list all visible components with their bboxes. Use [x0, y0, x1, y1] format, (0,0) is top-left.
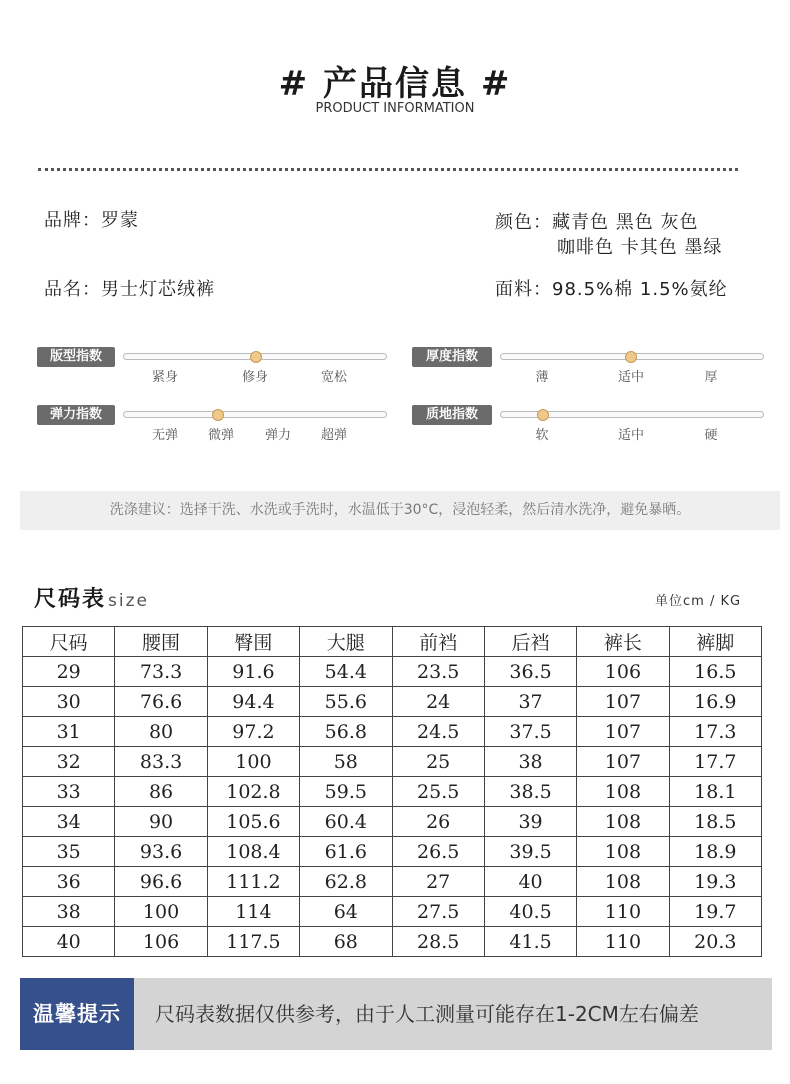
table-cell: 37.5 — [484, 717, 576, 747]
table-cell: 106 — [577, 657, 669, 687]
color-info-line1: 颜色：藏青色 黑色 灰色 — [495, 212, 699, 233]
table-cell: 25 — [392, 747, 484, 777]
table-header-row — [23, 627, 762, 657]
table-cell: 17.3 — [669, 717, 761, 747]
table-cell: 18.1 — [669, 777, 761, 807]
gauge-texture-option: 硬 — [704, 428, 718, 443]
gauge-elasticity-option: 微弹 — [207, 428, 235, 443]
tip-text: 尺码表数据仅供参考，由于人工测量可能存在1-2CM左右偏差 — [155, 1002, 699, 1026]
gauge-elasticity-track — [123, 411, 387, 418]
table-cell: 35 — [23, 837, 115, 867]
header-cell: 前裆 — [392, 627, 484, 657]
table-cell: 55.6 — [300, 687, 392, 717]
table-cell: 38 — [484, 747, 576, 777]
gauge-fit-option: 紧身 — [151, 370, 179, 385]
size-table — [22, 626, 762, 957]
gauge-texture-option: 适中 — [617, 428, 645, 443]
size-chart-title — [34, 582, 149, 613]
table-cell: 26.5 — [392, 837, 484, 867]
gauge-fit-label: 版型指数 — [37, 347, 115, 367]
table-cell: 107 — [577, 747, 669, 777]
table-cell: 31 — [23, 717, 115, 747]
table-cell: 24 — [392, 687, 484, 717]
table-row — [23, 717, 762, 747]
table-cell: 40.5 — [484, 897, 576, 927]
table-cell: 56.8 — [300, 717, 392, 747]
table-row — [23, 687, 762, 717]
table-cell: 96.6 — [115, 867, 207, 897]
table-cell: 36.5 — [484, 657, 576, 687]
gauge-texture-label: 质地指数 — [412, 405, 492, 425]
table-cell: 16.5 — [669, 657, 761, 687]
table-row — [23, 867, 762, 897]
table-cell: 18.9 — [669, 837, 761, 867]
table-cell: 27.5 — [392, 897, 484, 927]
fabric-info: 面料：98.5%棉 1.5%氨纶 — [495, 279, 728, 300]
gauge-elasticity-label: 弹力指数 — [37, 405, 115, 425]
page-title: # 产品信息 # — [278, 64, 512, 104]
table-cell: 23.5 — [392, 657, 484, 687]
table-cell: 100 — [207, 747, 299, 777]
table-cell: 105.6 — [207, 807, 299, 837]
table-cell: 107 — [577, 687, 669, 717]
table-cell: 58 — [300, 747, 392, 777]
table-cell: 86 — [115, 777, 207, 807]
table-cell: 38 — [23, 897, 115, 927]
table-cell: 91.6 — [207, 657, 299, 687]
table-cell: 32 — [23, 747, 115, 777]
table-cell: 36 — [23, 867, 115, 897]
table-cell: 38.5 — [484, 777, 576, 807]
header-cell: 后裆 — [484, 627, 576, 657]
gauge-thickness-option: 适中 — [617, 370, 645, 385]
gauge-texture-option: 软 — [535, 428, 549, 443]
table-cell: 80 — [115, 717, 207, 747]
table-cell: 25.5 — [392, 777, 484, 807]
table-cell: 61.6 — [300, 837, 392, 867]
wash-advice: 洗涤建议：选择干洗、水洗或手洗时，水温低于30°C，浸泡轻柔，然后清水洗净，避免暴晒。 — [20, 491, 780, 530]
table-cell: 108 — [577, 837, 669, 867]
table-cell: 94.4 — [207, 687, 299, 717]
table-cell: 16.9 — [669, 687, 761, 717]
table-cell: 90 — [115, 807, 207, 837]
table-cell: 39.5 — [484, 837, 576, 867]
table-cell: 19.7 — [669, 897, 761, 927]
table-cell: 100 — [115, 897, 207, 927]
page-subtitle: PRODUCT INFORMATION — [315, 101, 475, 116]
table-cell: 34 — [23, 807, 115, 837]
table-cell: 83.3 — [115, 747, 207, 777]
table-row — [23, 837, 762, 867]
table-cell: 97.2 — [207, 717, 299, 747]
table-cell: 110 — [577, 897, 669, 927]
table-cell: 17.7 — [669, 747, 761, 777]
dotted-divider — [38, 168, 738, 171]
table-cell: 108.4 — [207, 837, 299, 867]
gauge-thickness-knob — [625, 351, 637, 363]
table-cell: 106 — [115, 927, 207, 957]
header-cell: 尺码 — [23, 627, 115, 657]
size-chart-title-suffix: size — [108, 591, 149, 611]
table-cell: 108 — [577, 777, 669, 807]
table-cell: 64 — [300, 897, 392, 927]
gauge-thickness-label: 厚度指数 — [412, 347, 492, 367]
table-cell: 107 — [577, 717, 669, 747]
gauge-fit-option: 修身 — [241, 370, 269, 385]
table-cell: 110 — [577, 927, 669, 957]
table-cell: 76.6 — [115, 687, 207, 717]
table-cell: 20.3 — [669, 927, 761, 957]
header-cell: 大腿 — [300, 627, 392, 657]
table-row — [23, 657, 762, 687]
table-row — [23, 927, 762, 957]
table-cell: 73.3 — [115, 657, 207, 687]
tip-label: 温馨提示 — [20, 978, 134, 1050]
table-cell: 26 — [392, 807, 484, 837]
table-cell: 108 — [577, 807, 669, 837]
gauge-thickness-option: 厚 — [704, 370, 718, 385]
table-cell: 40 — [484, 867, 576, 897]
table-cell: 111.2 — [207, 867, 299, 897]
table-cell: 19.3 — [669, 867, 761, 897]
header-cell: 裤脚 — [669, 627, 761, 657]
table-cell: 18.5 — [669, 807, 761, 837]
table-cell: 40 — [23, 927, 115, 957]
table-row — [23, 807, 762, 837]
table-cell: 60.4 — [300, 807, 392, 837]
gauge-fit-knob — [250, 351, 262, 363]
table-cell: 28.5 — [392, 927, 484, 957]
table-cell: 39 — [484, 807, 576, 837]
gauge-elasticity-option: 超弹 — [320, 428, 348, 443]
table-cell: 62.8 — [300, 867, 392, 897]
table-cell: 68 — [300, 927, 392, 957]
gauge-elasticity-option: 弹力 — [264, 428, 292, 443]
table-cell: 24.5 — [392, 717, 484, 747]
product-name-info: 品名：男士灯芯绒裤 — [44, 279, 215, 300]
gauge-elasticity-knob — [212, 409, 224, 421]
table-cell: 30 — [23, 687, 115, 717]
table-cell: 37 — [484, 687, 576, 717]
table-row — [23, 897, 762, 927]
table-cell: 33 — [23, 777, 115, 807]
table-cell: 93.6 — [115, 837, 207, 867]
table-cell: 114 — [207, 897, 299, 927]
table-cell: 102.8 — [207, 777, 299, 807]
table-cell: 27 — [392, 867, 484, 897]
table-cell: 59.5 — [300, 777, 392, 807]
size-chart-unit: 单位cm / KG — [655, 594, 742, 609]
header-cell: 裤长 — [577, 627, 669, 657]
table-body — [23, 657, 762, 957]
table-cell: 29 — [23, 657, 115, 687]
size-chart-title-text: 尺码表 — [34, 587, 107, 612]
table-row — [23, 777, 762, 807]
header-cell: 臀围 — [207, 627, 299, 657]
gauge-thickness-option: 薄 — [535, 370, 549, 385]
table-cell: 54.4 — [300, 657, 392, 687]
gauge-fit-option: 宽松 — [320, 370, 348, 385]
header-cell: 腰围 — [115, 627, 207, 657]
gauge-elasticity-option: 无弹 — [151, 428, 179, 443]
gauge-texture-knob — [537, 409, 549, 421]
color-info-line2: 咖啡色 卡其色 墨绿 — [557, 237, 723, 258]
table-cell: 117.5 — [207, 927, 299, 957]
table-cell: 41.5 — [484, 927, 576, 957]
table-row — [23, 747, 762, 777]
table-cell: 108 — [577, 867, 669, 897]
brand-info: 品牌：罗蒙 — [44, 210, 139, 231]
